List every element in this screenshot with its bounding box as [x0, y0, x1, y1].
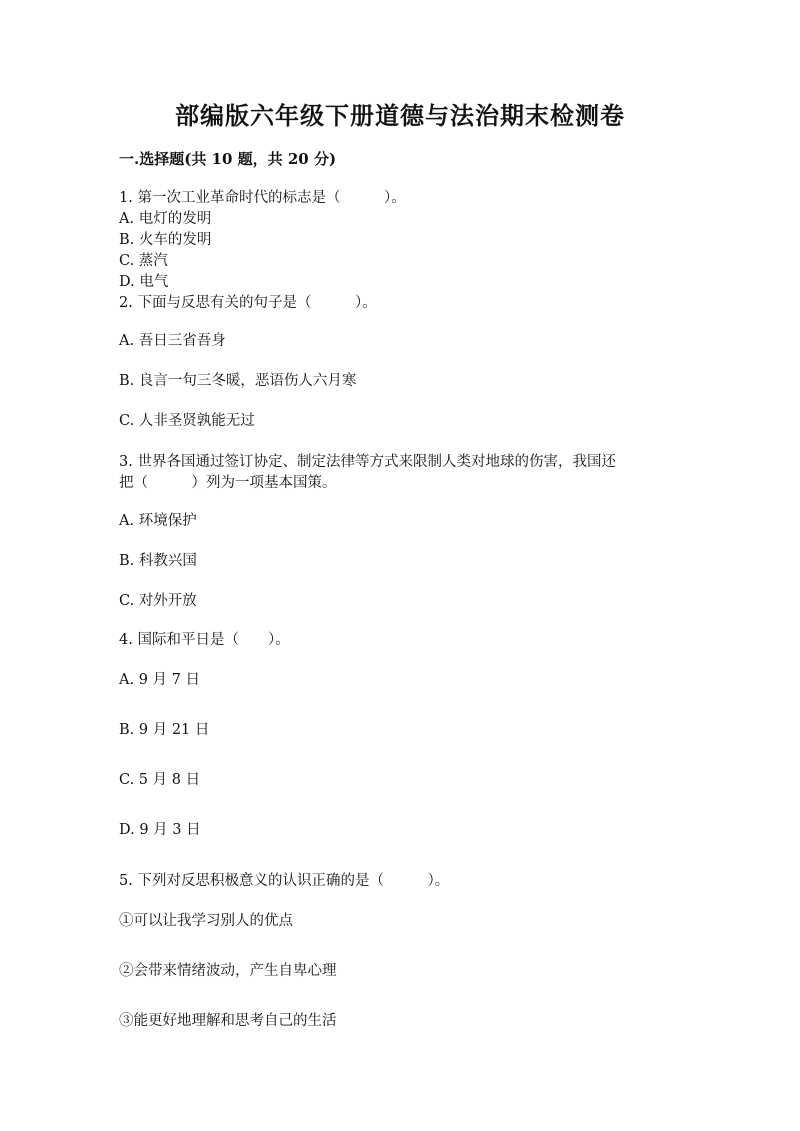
question-3-option-a: A. 环境保护	[119, 513, 197, 529]
question-3-stem-line-2: 把（ ）列为一项基本国策。	[119, 475, 337, 491]
question-1-stem: 1. 第一次工业革命时代的标志是（ ）。	[119, 190, 406, 206]
question-3-stem-line-1: 3. 世界各国通过签订协定、制定法律等方式来限制人类对地球的伤害，我国还	[119, 454, 616, 470]
question-4-option-d: D. 9 月 3 日	[119, 822, 201, 838]
question-5-statement-3: ③能更好地理解和思考自己的生活	[119, 1013, 337, 1029]
question-5-statement-2: ②会带来情绪波动，产生自卑心理	[119, 963, 337, 979]
question-2-stem: 2. 下面与反思有关的句子是（ ）。	[119, 295, 377, 311]
question-4-option-a: A. 9 月 7 日	[119, 672, 200, 688]
question-2-option-a: A. 吾日三省吾身	[119, 333, 226, 349]
question-2-option-b: B. 良言一句三冬暖，恶语伤人六月寒	[119, 373, 357, 389]
question-1-option-d: D. 电气	[119, 274, 169, 290]
question-1-option-c: C. 蒸汽	[119, 253, 168, 269]
question-1-option-b: B. 火车的发明	[119, 232, 212, 248]
question-5-statement-1: ①可以让我学习别人的优点	[119, 913, 293, 929]
question-3-option-b: B. 科教兴国	[119, 553, 197, 569]
question-5-stem: 5. 下列对反思积极意义的认识正确的是（ ）。	[119, 873, 450, 889]
question-1-option-a: A. 电灯的发明	[119, 211, 212, 227]
question-3-option-c: C. 对外开放	[119, 593, 197, 609]
question-4-option-b: B. 9 月 21 日	[119, 722, 210, 738]
question-4-stem: 4. 国际和平日是（ ）。	[119, 632, 290, 648]
exam-title: 部编版六年级下册道德与法治期末检测卷	[175, 101, 625, 130]
question-2-option-c: C. 人非圣贤孰能无过	[119, 413, 255, 429]
question-4-option-c: C. 5 月 8 日	[119, 772, 201, 788]
section-heading: 一.选择题(共 10 题，共 20 分)	[119, 150, 337, 168]
